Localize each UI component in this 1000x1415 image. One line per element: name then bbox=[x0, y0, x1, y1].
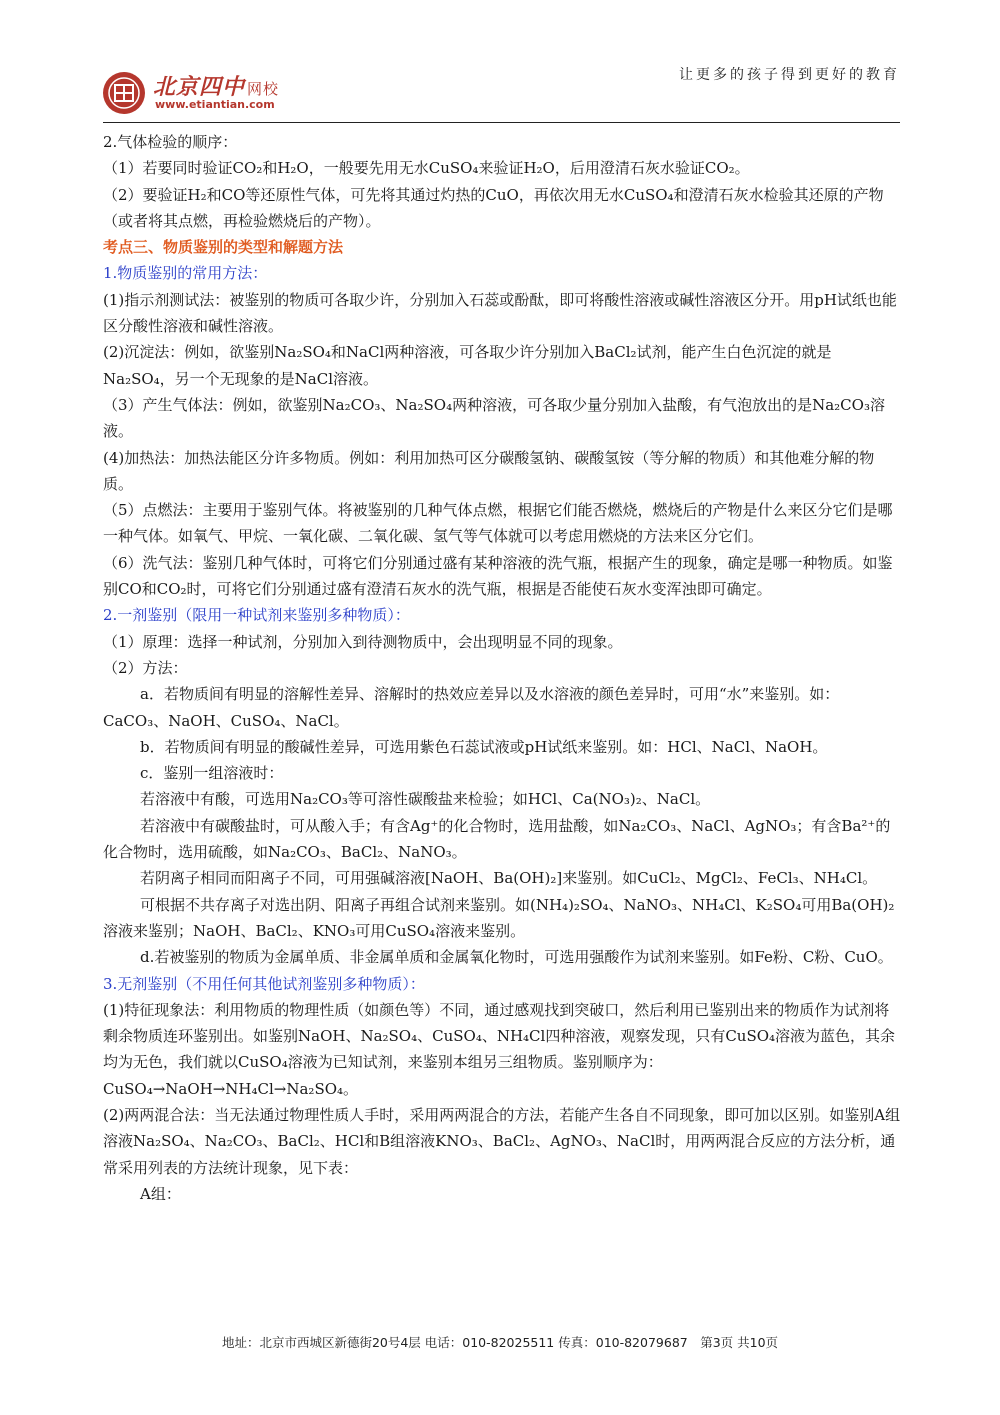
paragraph: a．若物质间有明显的溶解性差异、溶解时的热效应差异以及水溶液的颜色差异时，可用“水”来鉴别。如：CaCO₃、NaOH、CuSO₄、NaCl。 bbox=[103, 685, 840, 730]
header-slogan: 让更多的孩子得到更好的教育 bbox=[679, 67, 900, 83]
logo-emblem-icon bbox=[103, 72, 145, 114]
page-header bbox=[103, 58, 900, 123]
paragraph: （5）点燃法：主要用于鉴别气体。将被鉴别的几种气体点燃，根据它们能否燃烧，燃烧后的产物是什么来区分它们是哪一种气体。如氧气、甲烷、一氧化碳、二氧化碳、氢气等气体就可以考虑用燃烧的方法来区分它们。 bbox=[103, 501, 893, 546]
paragraph: c．鉴别一组溶液时： bbox=[140, 764, 284, 783]
paragraph: A组： bbox=[140, 1184, 181, 1203]
subheading: 2.一剂鉴别（限用一种试剂来鉴别多种物质）： bbox=[103, 606, 410, 625]
paragraph: 若溶液中有酸，可选用Na₂CO₃等可溶性碳酸盐来检验；如HCl、Ca(NO₃)₂、NaCl。 bbox=[140, 790, 711, 809]
document-body bbox=[103, 129, 903, 1207]
logo-text: 北京四中 网校 bbox=[153, 74, 280, 100]
paragraph: （2）要验证H₂和CO等还原性气体，可先将其通过灼热的CuO，再依次用无水CuSO₄和澄清石灰水检验其还原的产物（或者将其点燃，再检验燃烧后的产物）。 bbox=[103, 185, 884, 230]
paragraph: （2）方法： bbox=[103, 658, 188, 677]
paragraph: （6）洗气法：鉴别几种气体时，可将它们分别通过盛有某种溶液的洗气瓶，根据产生的现象，确定是哪一种物质。如鉴别CO和CO₂时，可将它们分别通过盛有澄清石灰水的洗气瓶，根据是否能使石灰水变浑浊即可确定。 bbox=[103, 553, 893, 599]
logo-url: www.etiantian.com bbox=[155, 98, 275, 111]
paragraph: 若溶液中有碳酸盐时，可从酸入手；有含Ag⁺的化合物时，选用盐酸，如Na₂CO₃、NaCl、AgNO₃；有含Ba²⁺的化合物时，选用硫酸，如Na₂CO₃、BaCl₂、NaNO₃。 bbox=[103, 816, 891, 862]
paragraph: (1)特征现象法：利用物质的物理性质（如颜色等）不同，通过感观找到突破口，然后利用已鉴别出来的物质作为试剂将剩余物质连环鉴别出。如鉴别NaOH、Na₂SO₄、CuSO₄、NH₄Cl四种溶液，观察发现，只有CuSO₄溶液为蓝色，其余均为无色，我们就以CuSO₄溶液为已知试剂，来鉴别本组另三组物质。鉴别顺序为：CuSO₄→NaOH→NH₄Cl→Na₂SO₄。 bbox=[103, 1000, 896, 1098]
paragraph: （1）原理：选择一种试剂，分别加入到待测物质中，会出现明显不同的现象。 bbox=[103, 632, 623, 651]
paragraph: （3）产生气体法：例如，欲鉴别Na₂CO₃、Na₂SO₄两种溶液，可各取少量分别加入盐酸，有气泡放出的是Na₂CO₃溶液。 bbox=[103, 395, 885, 441]
paragraph: （1）若要同时验证CO₂和H₂O，一般要先用无水CuSO₄来验证H₂O，后用澄清石灰水验证CO₂。 bbox=[103, 159, 750, 178]
paragraph: d.若被鉴别的物质为金属单质、非金属单质和金属氧化物时，可选用强酸作为试剂来鉴别。如Fe粉、C粉、CuO。 bbox=[140, 948, 893, 967]
subheading: 3.无剂鉴别（不用任何其他试剂鉴别多种物质）： bbox=[103, 974, 425, 993]
school-logo bbox=[103, 70, 303, 118]
paragraph: 2.气体检验的顺序： bbox=[103, 133, 238, 151]
paragraph: 可根据不共存离子对选出阴、阳离子再组合试剂来鉴别。如(NH₄)₂SO₄、NaNO₃、NH₄Cl、K₂SO₄可用Ba(OH)₂溶液来鉴别；NaOH、BaCl₂、KNO₃可用CuSO₄溶液来鉴别。 bbox=[103, 895, 895, 940]
subheading: 1.物质鉴别的常用方法： bbox=[103, 264, 268, 283]
paragraph: b．若物质间有明显的酸碱性差异，可选用紫色石蕊试液或pH试纸来鉴别。如：HCl、NaCl、NaOH。 bbox=[140, 737, 828, 756]
paragraph: (2)两两混合法：当无法通过物理性质人手时，采用两两混合的方法，若能产生各自不同现象，即可加以区别。如鉴别A组溶液Na₂SO₄、Na₂CO₃、BaCl₂、HCl和B组溶液KNO₃、BaCl₂、AgNO₃、NaCl时，用两两混合反应的方法分析，通常采用列表的方法统计现象，见下表： bbox=[103, 1105, 901, 1177]
paragraph: 若阴离子相同而阳离子不同，可用强碱溶液[NaOH、Ba(OH)₂]来鉴别。如CuCl₂、MgCl₂、FeCl₃、NH₄Cl。 bbox=[140, 869, 878, 888]
page-footer: 地址：北京市西城区新德街20号4层 电话：010-82025511 传真：010-82079687 第3页 共10页 bbox=[221, 1335, 779, 1350]
paragraph: (2)沉淀法：例如，欲鉴别Na₂SO₄和NaCl两种溶液，可各取少许分别加入BaCl₂试剂，能产生白色沉淀的就是Na₂SO₄，另一个无现象的是NaCl溶液。 bbox=[103, 343, 832, 388]
paragraph: (4)加热法：加热法能区分许多物质。例如：利用加热可区分碳酸氢钠、碳酸氢铵（等分解的物质）和其他难分解的物质。 bbox=[103, 448, 875, 493]
section-title: 考点三、物质鉴别的类型和解题方法 bbox=[103, 238, 344, 257]
paragraph: (1)指示剂测试法：被鉴别的物质可各取少许，分别加入石蕊或酚酞，即可将酸性溶液或碱性溶液区分开。用pH试纸也能区分酸性溶液和碱性溶液。 bbox=[103, 290, 897, 336]
